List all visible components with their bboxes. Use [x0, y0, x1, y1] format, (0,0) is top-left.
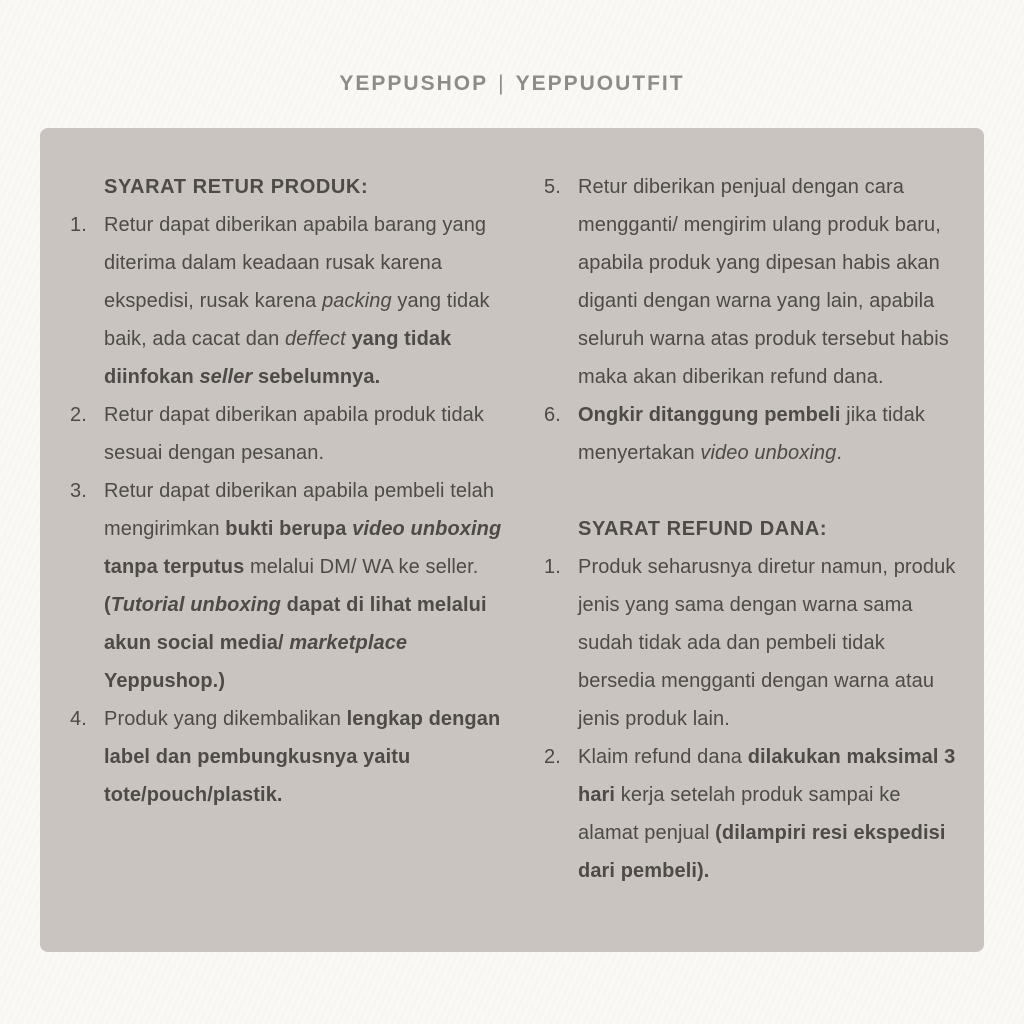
item-number: 4.: [70, 708, 87, 730]
item-text: [104, 206, 520, 396]
item-text: [578, 738, 960, 890]
text-segment: yang tidak diinfokan: [104, 328, 452, 388]
list-item: [544, 738, 960, 890]
text-segment: deffect: [285, 328, 346, 350]
item-text: [104, 472, 520, 700]
text-segment: marketplace: [289, 632, 408, 654]
text-segment: video unboxing: [352, 518, 502, 540]
refund-list: [544, 548, 960, 890]
text-segment: lengkap dengan label dan pembungkusnya yaitu tote/pouch/plastik.: [104, 708, 501, 806]
right-column: [544, 168, 960, 952]
refund-heading: SYARAT REFUND DANA:: [578, 518, 828, 540]
text-segment: (: [104, 594, 111, 616]
item-text: [578, 548, 960, 738]
text-segment: Tutorial unboxing: [110, 594, 281, 616]
list-item: [544, 168, 960, 396]
text-segment: sebelumnya.: [252, 366, 381, 388]
item-text: [578, 396, 960, 472]
text-segment: Ongkir ditanggung pembeli: [578, 404, 841, 426]
text-segment: Retur diberikan penjual dengan cara mengganti/ mengirim ulang produk baru, apabila produk yang dipesan habis akan diganti dengan warna yang lain, apabila seluruh warna atas produk tersebut habis maka akan diberikan refund dana.: [578, 176, 949, 388]
text-segment: Klaim refund dana: [578, 746, 748, 768]
terms-card: [40, 128, 984, 952]
item-text: [104, 700, 520, 814]
section-spacer: [544, 472, 960, 510]
list-item: [544, 396, 960, 472]
item-number: 3.: [70, 480, 87, 502]
text-segment: (dilampiri resi ekspedisi dari pembeli).: [578, 822, 946, 882]
text-segment: tanpa terputus: [104, 556, 245, 578]
list-item: [70, 396, 520, 472]
item-number: 1.: [544, 556, 561, 578]
brand-shop: YEPPUSHOP: [339, 72, 489, 95]
item-number: 1.: [70, 214, 87, 236]
text-segment: Retur dapat diberikan apabila barang yang diterima dalam keadaan rusak karena ekspedisi, rusak karena: [104, 214, 487, 312]
text-segment: Produk yang dikembalikan: [104, 708, 347, 730]
retur-heading: SYARAT RETUR PRODUK:: [104, 176, 369, 198]
item-number: 6.: [544, 404, 561, 426]
item-number: 2.: [70, 404, 87, 426]
brand-outfit: YEPPUOUTFIT: [515, 72, 685, 95]
text-segment: .: [836, 442, 842, 464]
text-segment: jika tidak menyertakan: [578, 404, 925, 464]
item-text: [578, 168, 960, 396]
text-segment: bukti berupa: [225, 518, 353, 540]
item-number: 5.: [544, 176, 561, 198]
list-item: [544, 548, 960, 738]
left-column: [70, 168, 520, 952]
text-segment: Retur dapat diberikan apabila pembeli telah mengirimkan: [104, 480, 495, 540]
text-segment: Retur dapat diberikan apabila produk tidak sesuai dengan pesanan.: [104, 404, 485, 464]
text-segment: packing: [322, 290, 392, 312]
retur-list-continued: [544, 168, 960, 472]
retur-list: [70, 206, 520, 814]
text-segment: dapat di lihat melalui akun social media/: [104, 594, 487, 654]
list-item: [70, 700, 520, 814]
brand-header: [0, 72, 1024, 96]
item-number: 2.: [544, 746, 561, 768]
list-item: [70, 206, 520, 396]
brand-separator: |: [498, 72, 506, 95]
text-segment: dilakukan maksimal 3 hari: [578, 746, 956, 806]
list-item: [70, 472, 520, 700]
text-segment: Produk seharusnya diretur namun, produk jenis yang sama dengan warna sama sudah tidak ada dan pembeli tidak bersedia mengganti dengan warna atau jenis produk lain.: [578, 556, 956, 730]
item-text: [104, 396, 520, 472]
text-segment: melalui DM/ WA ke seller.: [244, 556, 479, 578]
text-segment: video unboxing: [700, 442, 837, 464]
text-segment: seller: [199, 366, 253, 388]
text-segment: kerja setelah produk sampai ke alamat penjual: [578, 784, 901, 844]
text-segment: yang tidak baik, ada cacat dan: [104, 290, 490, 350]
text-segment: Yeppushop.): [104, 670, 226, 692]
